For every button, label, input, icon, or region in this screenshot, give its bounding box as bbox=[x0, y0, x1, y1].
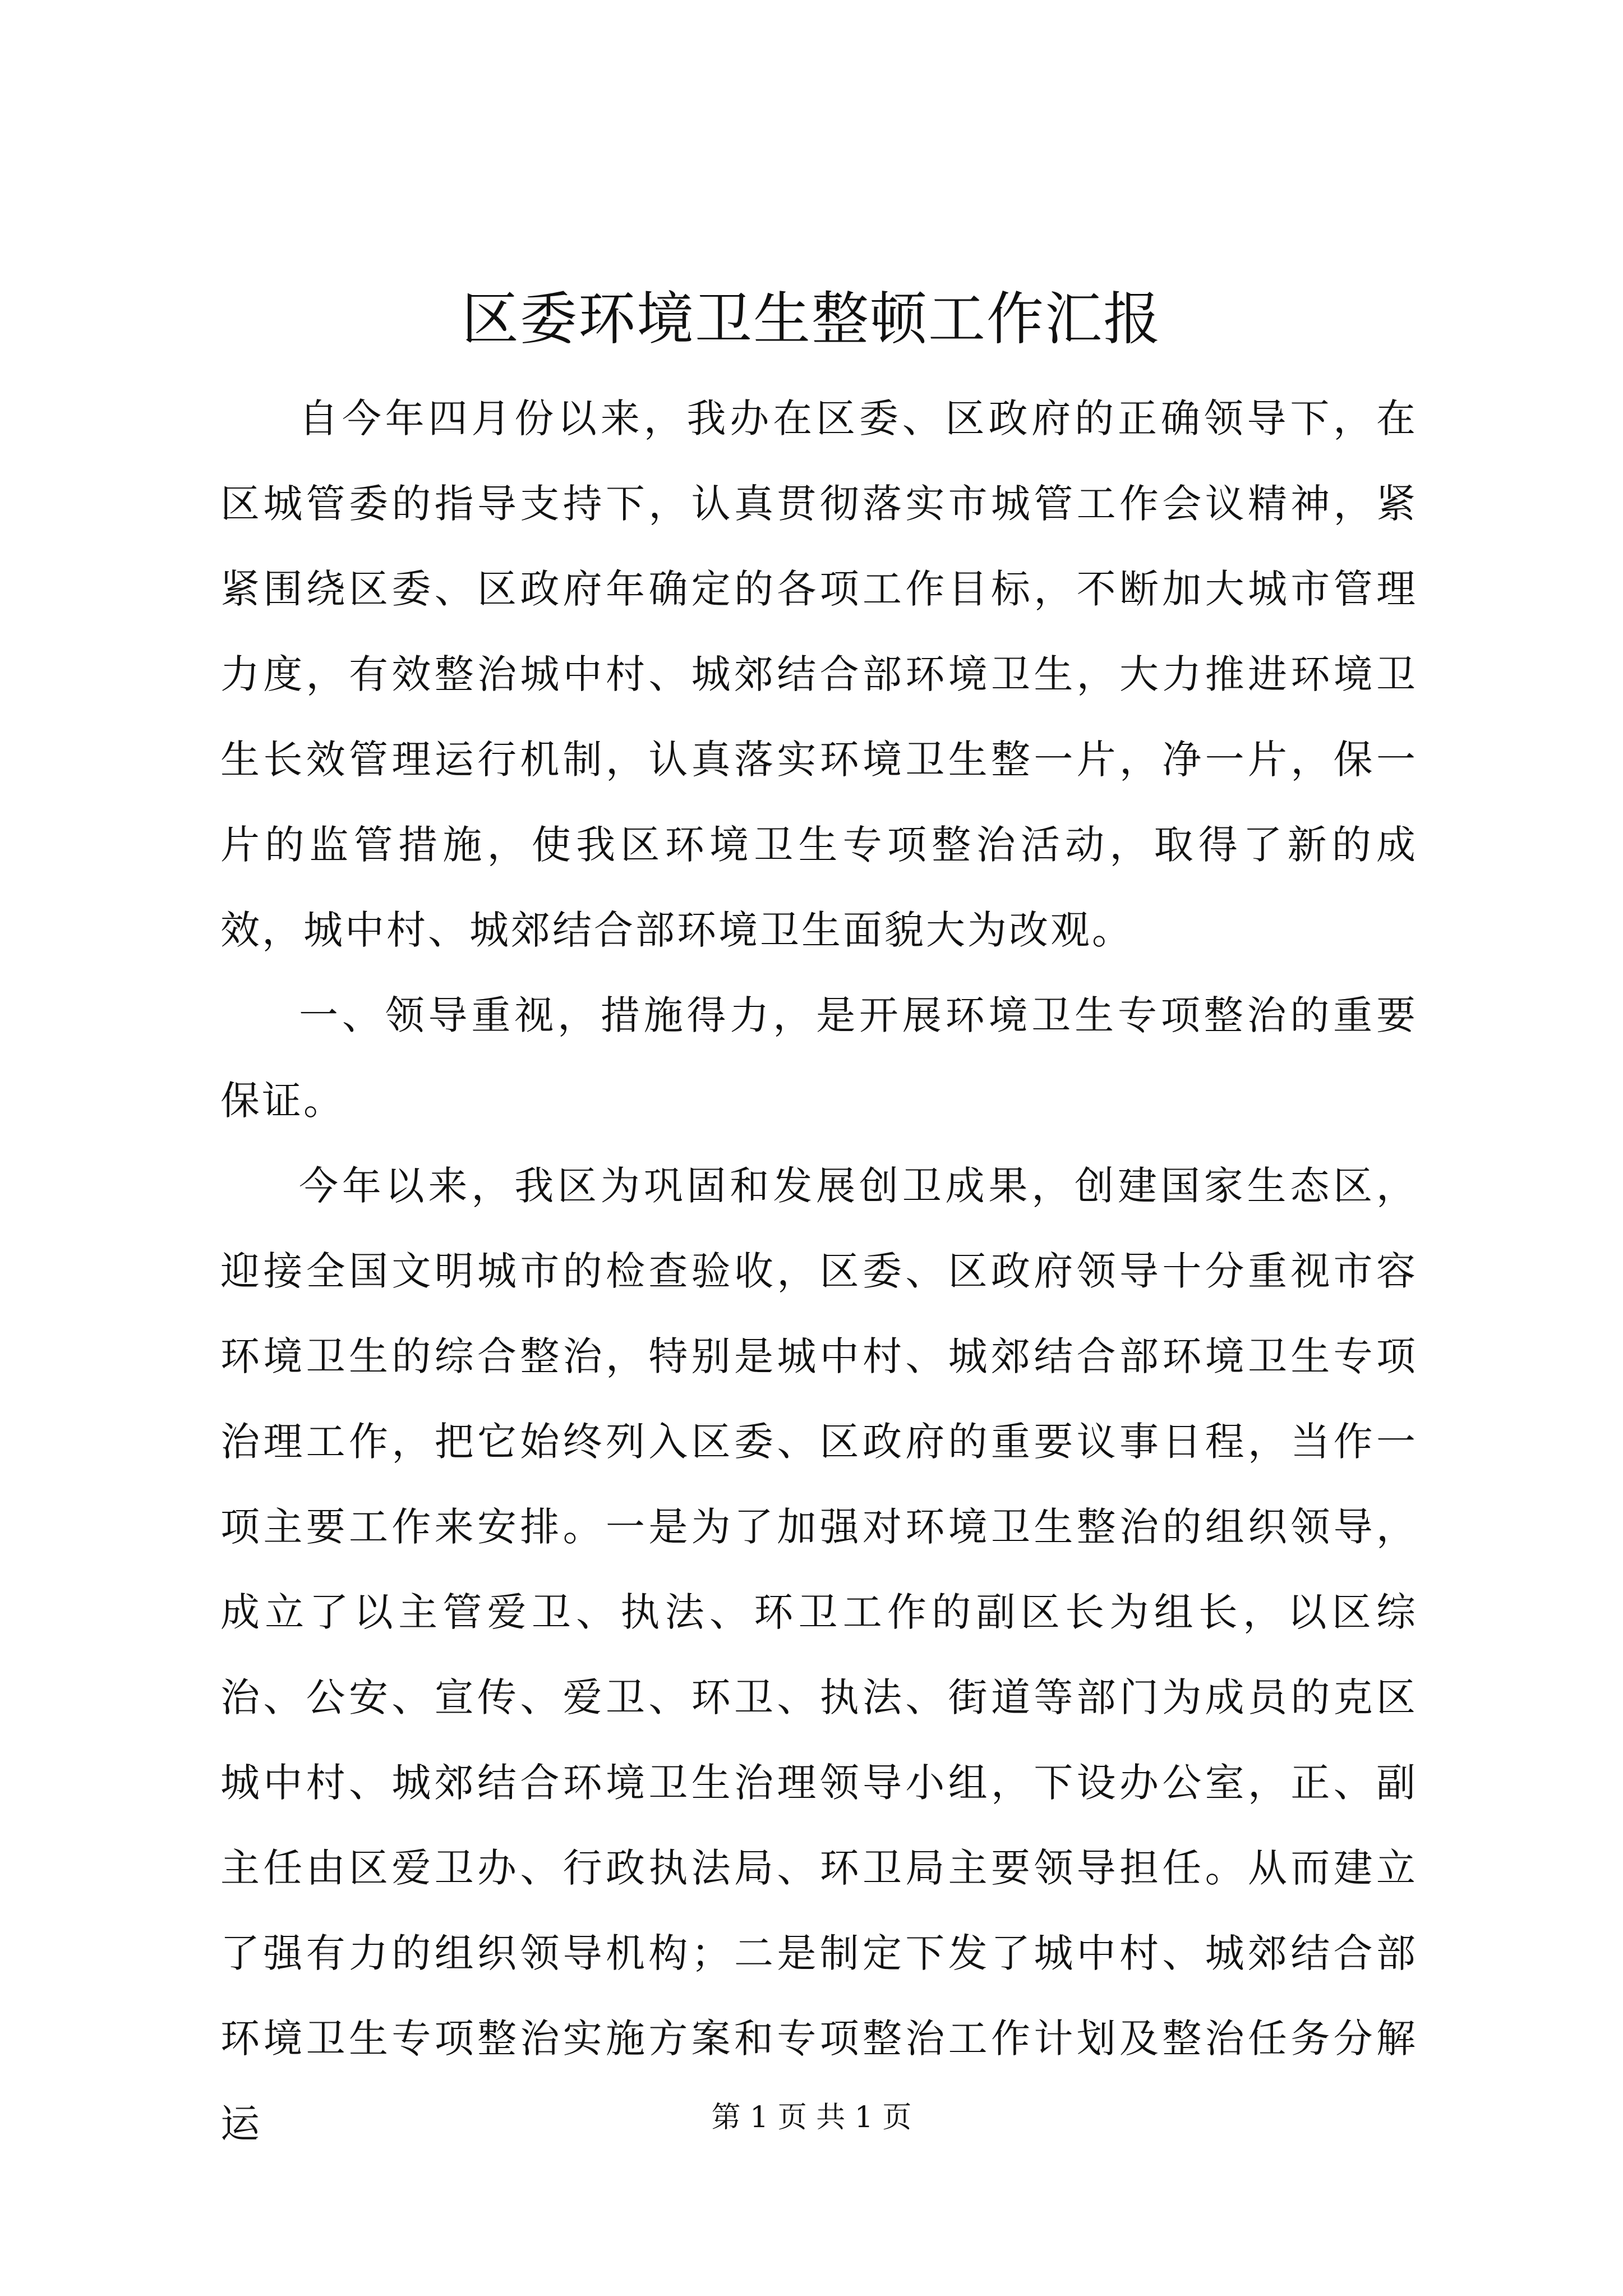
document-body bbox=[220, 376, 1418, 2166]
page-footer: 第 1 页 共 1 页 bbox=[711, 2101, 912, 2134]
paragraph-intro: 自今年四月份以来，我办在区委、区政府的正确领导下，在区城管委的指导支持下，认真贯彻落实市城管工作会议精神，紧紧围绕区委、区政府年确定的各项工作目标，不断加大城市管理力度，有效整治城中村、城郊结合部环境卫生，大力推进环境卫生长效管理运行机制，认真落实环境卫生整一片，净一片，保一片的监管措施，使我区环境卫生专项整治活动，取得了新的成效，城中村、城郊结合部环境卫生面貌大为改观。 bbox=[220, 395, 1418, 953]
paragraph-section-body: 今年以来，我区为巩固和发展创卫成果，创建国家生态区，迎接全国文明城市的检查验收，区委、区政府领导十分重视市容环境卫生的综合整治，特别是城中村、城郊结合部环境卫生专项治理工作，把它始终列入区委、区政府的重要议事日程，当作一项主要工作来安排。一是为了加强对环境卫生整治的组织领导，成立了以主管爱卫、执法、环卫工作的副区长为组长，以区综治、公安、宣传、爱卫、环卫、执法、街道等部门为成员的克区城中村、城郊结合环境卫生治理领导小组，下设办公室，正、副主任由区爱卫办、行政执法局、环卫局主要领导担任。从而建立了强有力的组织领导机构；二是制定下发了城中村、城郊结合部环境卫生专项整治实施方案和专项整治工作计划及整治任务分解运 bbox=[220, 1163, 1418, 2147]
document-title: 区委环境卫生整顿工作汇报 bbox=[462, 286, 1161, 353]
paragraph-section-heading: 一、领导重视，措施得力，是开展环境卫生专项整治的重要保证。 bbox=[220, 992, 1418, 1124]
